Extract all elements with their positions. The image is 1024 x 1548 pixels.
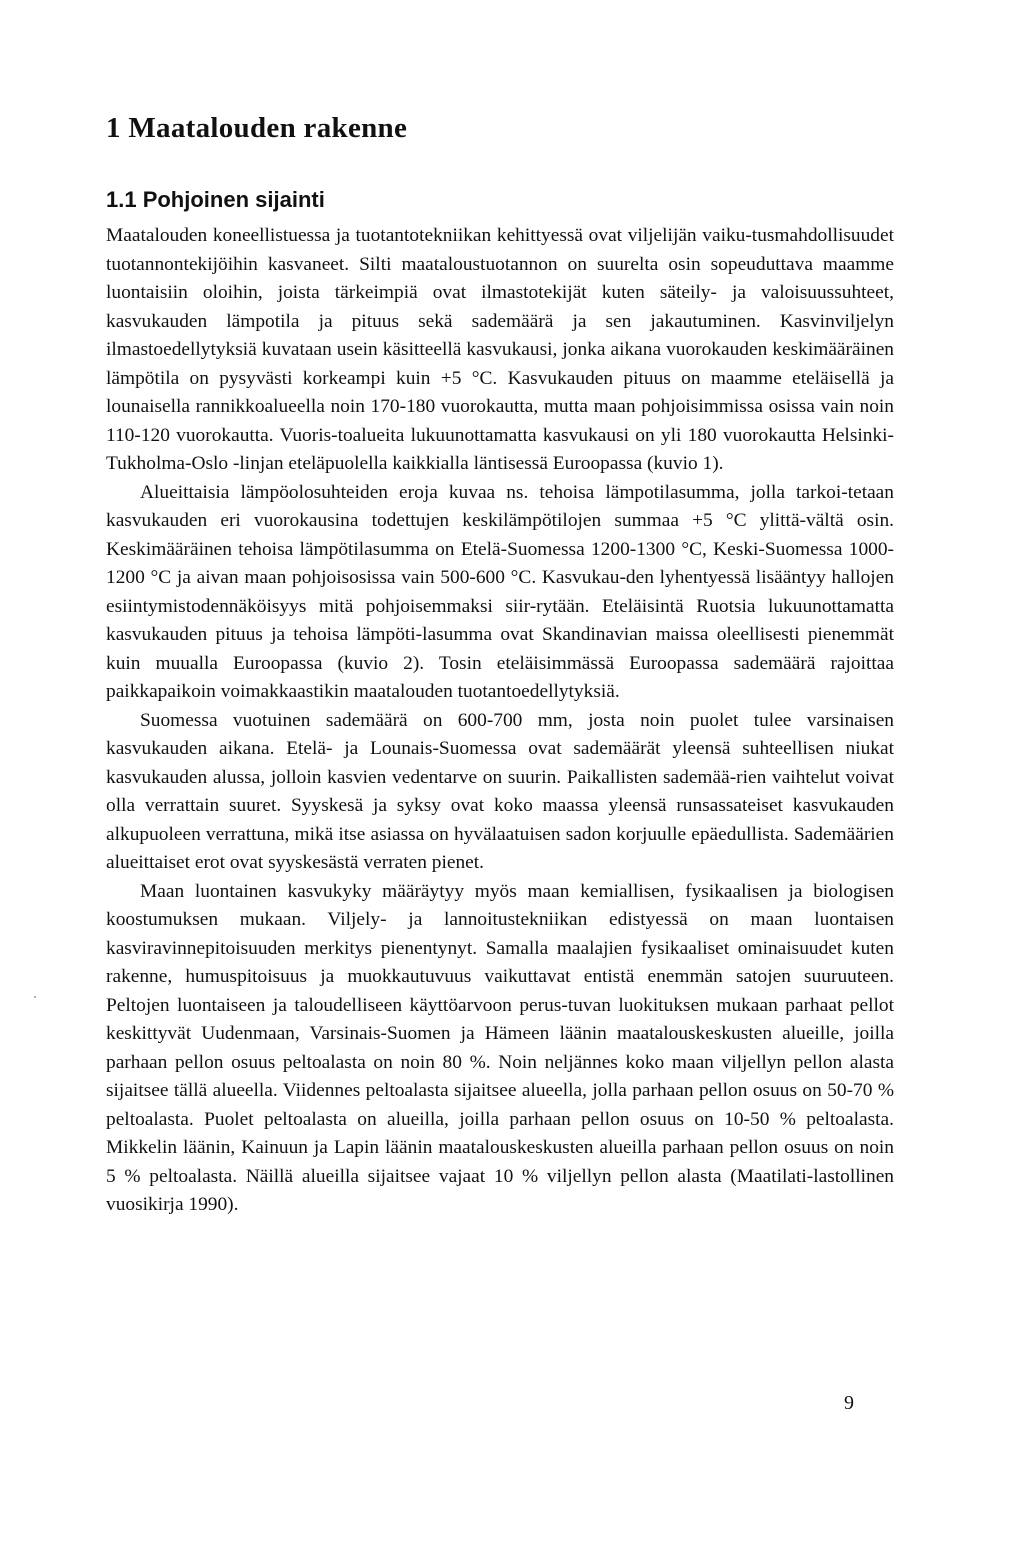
section-title: 1.1 Pohjoinen sijainti [106,187,325,212]
body-text [106,222,894,1220]
page-number: 9 [844,1392,854,1414]
paragraph: Suomessa vuotuinen sademäärä on 600-700 mm, josta noin puolet tulee varsinaisen kasvukauden aikana. Etelä- ja Lounais-Suomessa ovat sademäärät yleensä suhteellisen niukat kasvukauden alussa, jolloin kasvien vedentarve on suurin. Paikallisten sademää-rien vaihtelut voivat olla verrattain suuret. Syyskesä ja syksy ovat koko maassa yleensä runsassateiset kasvukauden alkupuoleen verrattuna, mikä itse asiassa on hyvälaatuisen sadon korjuulle epäedullista. Sademäärien alueittaiset erot ovat syyskesästä verraten pienet. [106,709,894,873]
paragraph: Maatalouden koneellistuessa ja tuotantotekniikan kehittyessä ovat viljelijän vaiku-tusmahdollisuudet tuotannontekijöihin kasvaneet. Silti maataloustuotannon on suurelta osin sopeuduttava maamme luontaisiin oloihin, joista tärkeimpiä ovat ilmastotekijät kuten säteily- ja valoisuussuhteet, kasvukauden lämpotila ja pituus sekä sademäärä ja sen jakautuminen. Kasvinviljelyn ilmastoedellytyksiä kuvataan usein käsitteellä kasvukausi, jonka aikana vuorokauden keskimääräinen lämpötila on pysyvästi korkeampi kuin +5 °C. Kasvukauden pituus on maamme eteläisellä ja lounaisella rannikkoalueella noin 170-180 vuorokautta, mutta maan pohjoisimmissa osissa vain noin 110-120 vuorokautta. Vuoris-toalueita lukuunottamatta kasvukausi on yli 180 vuorokautta Helsinki-Tukholma-Oslo -linjan eteläpuolella kaikkialla läntisessä Euroopassa (kuvio 1). [106,225,894,474]
paragraph: Alueittaisia lämpöolosuhteiden eroja kuvaa ns. tehoisa lämpotilasumma, jolla tarkoi-tetaan kasvukauden eri vuorokausina todettujen keskilämpötilojen summaa +5 °C ylittä-vältä osin. Keskimääräinen tehoisa lämpötilasumma on Etelä-Suomessa 1200-1300 °C, Keski-Suomessa 1000-1200 °C ja aivan maan pohjoisosissa vain 500-600 °C. Kasvukau-den lyhentyessä lisääntyy hallojen esiintymistodennäköisyys mitä pohjoisemmaksi siir-rytään. Eteläisintä Ruotsia lukuunottamatta kasvukauden pituus ja tehoisa lämpöti-lasumma ovat Skandinavian maissa oleellisesti pienemmät kuin muualla Euroopassa (kuvio 2). Tosin eteläisimmässä Euroopassa sademäärä rajoittaa paikkapaikoin voimakkaastikin maatalouden tuotantoedellytyksiä. [106,481,894,702]
chapter-title: 1 Maatalouden rakenne [106,112,408,144]
paragraph: Maan luontainen kasvukyky määräytyy myös maan kemiallisen, fysikaalisen ja biologisen koostumuksen mukaan. Viljely- ja lannoitustekniikan edistyessä on maan luontaisen kasviravinnepitoisuuden merkitys pienentynyt. Samalla maalajien fysikaaliset ominaisuudet kuten rakenne, humuspitoisuus ja muokkautuvuus vaikuttavat entistä enemmän satojen suuruuteen. Peltojen luontaiseen ja taloudelliseen käyttöarvoon perus-tuvan luokituksen mukaan parhaat pellot keskittyvät Uudenmaan, Varsinais-Suomen ja Hämeen läänin maatalouskeskusten alueille, joilla parhaan pellon osuus peltoalasta on noin 80 %. Noin neljännes koko maan viljellyn pellon alasta sijaitsee tällä alueella. Viidennes peltoalasta sijaitsee alueella, jolla parhaan pellon osuus on 50-70 % peltoalasta. Puolet peltoalasta on alueilla, joilla parhaan pellon osuus on 10-50 % peltoalasta. Mikkelin läänin, Kainuun ja Lapin läänin maatalouskeskusten alueilla parhaan pellon osuus on noin 5 % peltoalasta. Näillä alueilla sijaitsee vajaat 10 % viljellyn pellon alasta (Maatilati-lastollinen vuosikirja 1990). [106,880,894,1215]
scan-speck [34,996,36,998]
